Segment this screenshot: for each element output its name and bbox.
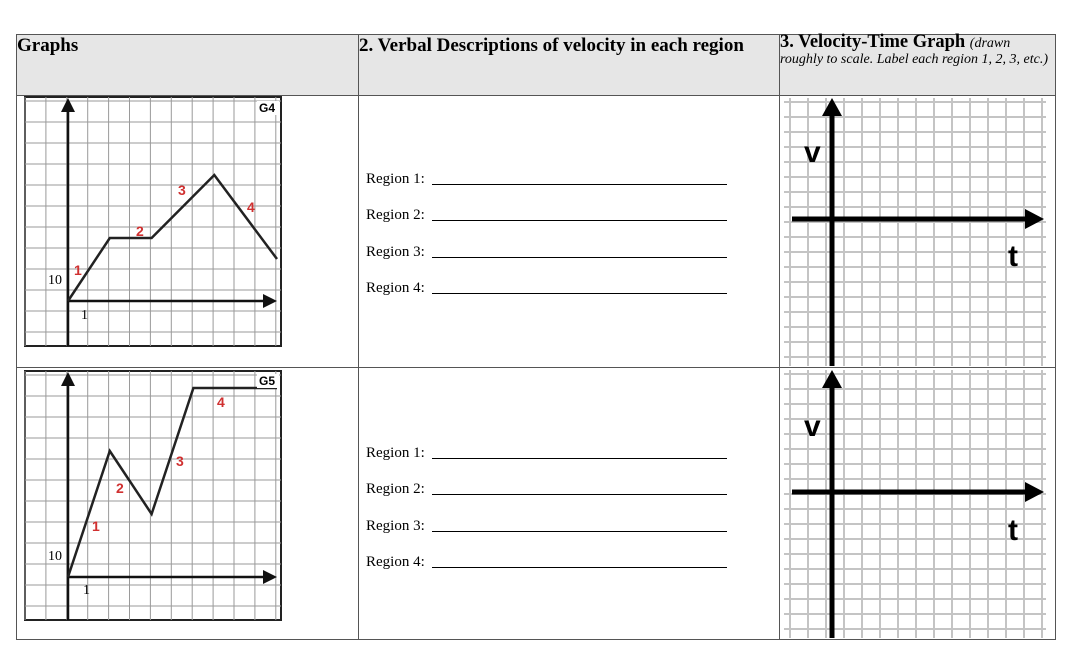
- region-label: Region 4:: [366, 280, 425, 296]
- answer-blank[interactable]: [432, 293, 727, 294]
- region-label-1: 1: [74, 262, 82, 278]
- answer-blank[interactable]: [432, 494, 727, 495]
- answer-blank[interactable]: [432, 257, 727, 258]
- region-label-4: 4: [247, 199, 255, 215]
- header-graphs: Graphs: [17, 35, 359, 96]
- header-row: [17, 35, 1056, 96]
- region-label-4: 4: [217, 394, 225, 410]
- answer-blank[interactable]: [432, 458, 727, 459]
- region-line-1: [366, 151, 727, 188]
- velocity-grid: [784, 98, 1046, 366]
- graph-tag: G5: [259, 374, 276, 388]
- time-axis-label: t: [1008, 240, 1018, 273]
- table-row: [17, 96, 1056, 368]
- graph-frame: [25, 97, 281, 346]
- position-time-graph-g4: [17, 96, 359, 368]
- answer-blank[interactable]: [432, 567, 727, 568]
- region-line-2: [366, 462, 727, 499]
- velocity-axis-label: v: [804, 410, 821, 443]
- region-line-3: [366, 498, 727, 535]
- region-label: Region 2:: [366, 207, 425, 223]
- region-label: Region 1:: [366, 170, 425, 187]
- region-line-3: [366, 224, 727, 261]
- x-tick-label: 1: [83, 583, 90, 598]
- header-velocity-time-instructions: (drawn roughly to scale. Label each region 1, 2, 3, etc.): [780, 36, 1049, 67]
- graph-frame: [25, 371, 281, 620]
- position-graph-cell: [17, 96, 359, 368]
- y-tick-label: 10: [48, 273, 62, 288]
- velocity-grid: [784, 370, 1046, 638]
- velocity-graph-cell: [780, 96, 1056, 368]
- region-label: Region 1:: [366, 444, 425, 461]
- region-label-1: 1: [92, 518, 100, 534]
- region-line-4: [366, 261, 727, 298]
- region-label-2: 2: [116, 480, 124, 496]
- region-label: Region 3:: [366, 243, 425, 260]
- verbal-description-cell: [359, 368, 780, 640]
- graph-tag: G4: [259, 101, 276, 115]
- y-tick-label: 10: [48, 549, 62, 564]
- position-time-graph-g5: [17, 368, 359, 640]
- header-verbal-descriptions: 2. Verbal Descriptions of velocity in each region: [359, 35, 780, 96]
- region-label-2: 2: [136, 223, 144, 239]
- region-label-3: 3: [178, 182, 186, 198]
- region-label: Region 2:: [366, 481, 425, 497]
- velocity-time-grid: [780, 96, 1056, 368]
- answer-blank[interactable]: [432, 531, 727, 532]
- header-velocity-time: [780, 32, 1056, 96]
- region-list: [366, 151, 727, 297]
- velocity-graph-cell: [780, 368, 1056, 640]
- header-velocity-time-title: 3. Velocity-Time Graph: [780, 32, 966, 52]
- region-label: Region 3:: [366, 517, 425, 534]
- worksheet-table: [16, 34, 1056, 640]
- position-graph-cell: [17, 368, 359, 640]
- region-line-1: [366, 425, 727, 462]
- time-axis-label: t: [1008, 514, 1018, 547]
- verbal-description-cell: [359, 96, 780, 368]
- region-list: [366, 425, 727, 571]
- x-tick-label: 1: [81, 308, 88, 323]
- region-label: Region 4:: [366, 554, 425, 570]
- answer-blank[interactable]: [432, 184, 727, 185]
- table-row: [17, 368, 1056, 640]
- velocity-time-grid: [780, 368, 1056, 640]
- velocity-axis-label: v: [804, 136, 821, 169]
- region-label-3: 3: [176, 453, 184, 469]
- region-line-2: [366, 188, 727, 225]
- region-line-4: [366, 535, 727, 572]
- answer-blank[interactable]: [432, 220, 727, 221]
